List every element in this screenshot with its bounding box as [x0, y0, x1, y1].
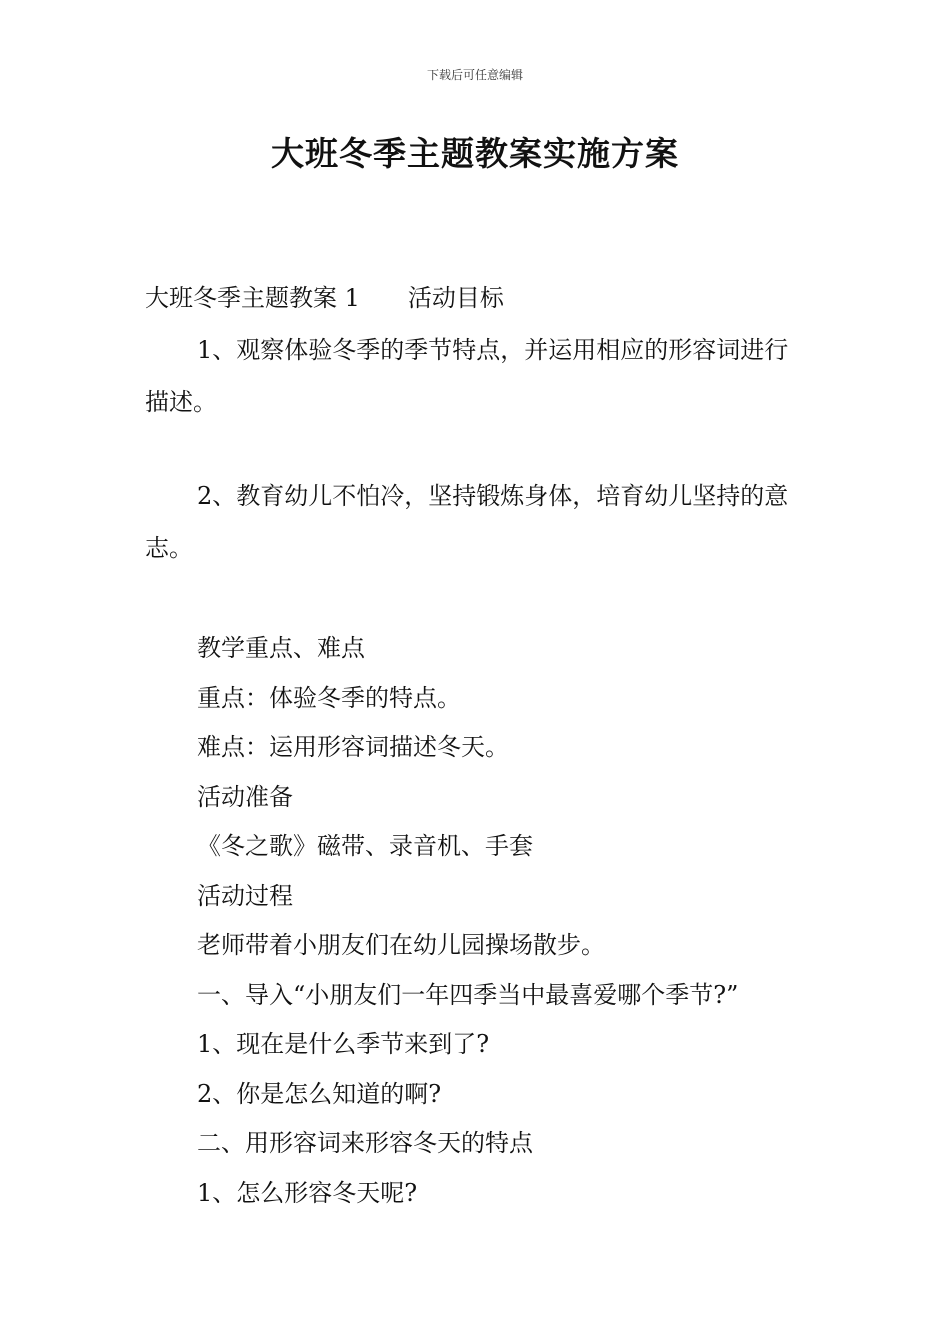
section-heading: 大班冬季主题教案 1	[145, 284, 360, 312]
list-item: 1、现在是什么季节来到了?	[197, 1030, 490, 1058]
goal-paragraph-1: 1、观察体验冬季的季节特点，并运用相应的形容词进行描述。	[145, 336, 789, 416]
document-title: 大班冬季主题教案实施方案	[271, 134, 679, 173]
goal-paragraph-2: 2、教育幼儿不怕冷，坚持锻炼身体，培育幼儿坚持的意志。	[145, 482, 789, 562]
list-item: 《冬之歌》磁带、录音机、手套	[197, 832, 533, 860]
list-item: 教学重点、难点	[197, 634, 365, 662]
list-item: 1、怎么形容冬天呢?	[197, 1179, 418, 1207]
header-note: 下载后可任意编辑	[426, 68, 523, 82]
list-item: 活动准备	[197, 783, 293, 811]
list-item: 二、用形容词来形容冬天的特点	[197, 1129, 533, 1157]
list-item: 老师带着小朋友们在幼儿园操场散步。	[197, 931, 605, 959]
list-item: 活动过程	[197, 882, 293, 910]
section-heading-line	[145, 272, 810, 324]
list-item: 2、你是怎么知道的啊?	[197, 1080, 442, 1108]
list-item: 难点：运用形容词描述冬天。	[197, 733, 509, 761]
list-item: 一、导入“小朋友们一年四季当中最喜爱哪个季节?”	[197, 981, 739, 1009]
section-subheading: 活动目标	[407, 284, 504, 312]
list-item: 重点：体验冬季的特点。	[197, 684, 461, 712]
